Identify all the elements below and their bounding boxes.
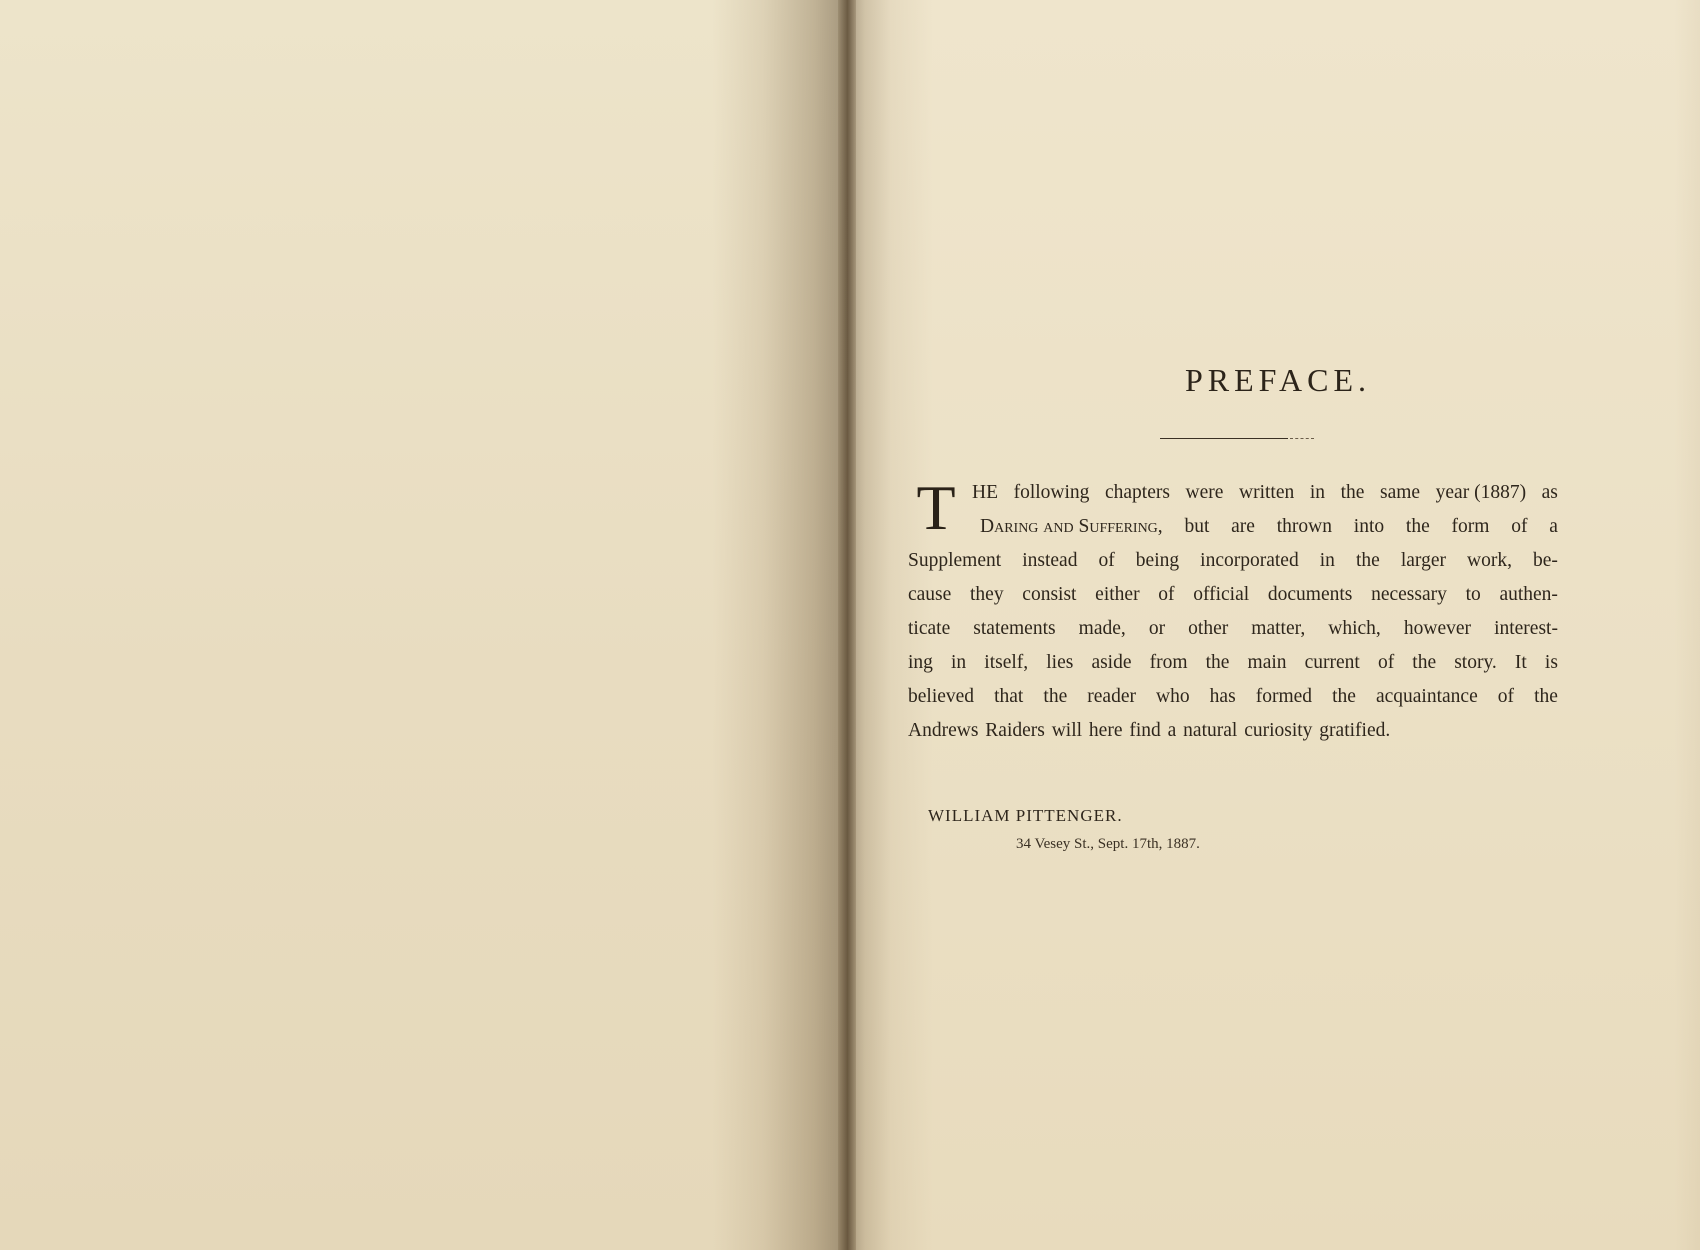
text-word: are <box>1231 516 1255 537</box>
text-word: Supplement <box>908 550 1002 571</box>
text-word: they <box>970 584 1004 605</box>
text-word: Daring and Suffering, <box>980 516 1163 537</box>
text-line <box>908 578 1558 612</box>
text-word: form <box>1451 516 1490 537</box>
text-word: of <box>1377 652 1395 673</box>
text-word: formed <box>1255 686 1313 707</box>
text-word: current <box>1304 652 1360 673</box>
text-word: lies <box>1046 652 1074 673</box>
text-word: year (1887) <box>1435 482 1527 503</box>
text-word: same <box>1379 482 1421 503</box>
drop-cap: T <box>916 472 956 543</box>
text-word: who <box>1156 686 1190 707</box>
text-word: thrown <box>1276 516 1332 537</box>
text-word: to <box>1465 584 1481 605</box>
text-word: cause <box>908 584 952 605</box>
text-line <box>908 544 1558 578</box>
text-word: the <box>1340 482 1365 503</box>
text-word: the <box>1205 652 1230 673</box>
text-word: following <box>1013 482 1090 503</box>
text-word: HE <box>972 482 998 503</box>
text-word: into <box>1353 516 1385 537</box>
place-date: 34 Vesey St., Sept. 17th, 1887. <box>1016 836 1200 852</box>
text-word: main <box>1247 652 1287 673</box>
text-word: work, <box>1467 550 1512 571</box>
text-word: of <box>1098 550 1115 571</box>
text-word: of <box>1497 686 1515 707</box>
text-word: the <box>1405 516 1430 537</box>
text-word: be- <box>1533 550 1558 571</box>
text-line <box>908 510 1558 544</box>
text-word: as <box>1541 482 1558 503</box>
text-word: story. <box>1454 652 1497 673</box>
text-word: instead <box>1022 550 1078 571</box>
text-word: statements <box>973 618 1056 639</box>
text-word: were <box>1185 482 1224 503</box>
text-word: made, <box>1078 618 1126 639</box>
text-word: acquaintance <box>1375 686 1478 707</box>
text-line <box>908 680 1558 714</box>
text-word: from <box>1149 652 1188 673</box>
text-word: a <box>1549 516 1558 537</box>
text-word: interest- <box>1494 618 1558 639</box>
text-word: official <box>1193 584 1250 605</box>
text-word: chapters <box>1105 482 1170 503</box>
right-page <box>848 0 1700 1250</box>
text-word: ing <box>908 652 933 673</box>
text-word: ticate <box>908 618 951 639</box>
text-word: written <box>1239 482 1295 503</box>
text-word: itself, <box>984 652 1029 673</box>
text-word: of <box>1158 584 1175 605</box>
preface-body <box>908 472 1558 748</box>
text-word: or <box>1148 618 1166 639</box>
text-word: however <box>1403 618 1471 639</box>
text-word: in <box>1319 550 1335 571</box>
text-word: but <box>1184 516 1210 537</box>
text-word: other <box>1188 618 1229 639</box>
book-gutter <box>838 0 856 1250</box>
text-word: Andrews Raiders will here find a natural curiosity gratified. <box>908 720 1391 741</box>
text-word: incorporated <box>1200 550 1299 571</box>
text-word: the <box>1355 550 1380 571</box>
text-word: matter, <box>1251 618 1306 639</box>
title-rule-tail <box>1290 438 1314 439</box>
text-word: which, <box>1328 618 1381 639</box>
text-word: in <box>951 652 967 673</box>
text-word: has <box>1209 686 1236 707</box>
text-word: the <box>1534 686 1558 707</box>
text-word: either <box>1095 584 1140 605</box>
text-word: larger <box>1400 550 1446 571</box>
text-word: consist <box>1022 584 1077 605</box>
text-word: the <box>1412 652 1437 673</box>
text-word: in <box>1309 482 1325 503</box>
title-rule <box>1160 438 1288 439</box>
text-word: being <box>1135 550 1180 571</box>
text-word: that <box>994 686 1024 707</box>
text-word: authen- <box>1499 584 1558 605</box>
text-line <box>972 476 1558 510</box>
author-signature: WILLIAM PITTENGER. <box>928 806 1123 825</box>
text-word: reader <box>1087 686 1136 707</box>
text-word: believed <box>908 686 975 707</box>
text-word: necessary <box>1371 584 1447 605</box>
text-word: aside <box>1091 652 1132 673</box>
page-title: PREFACE. <box>1184 362 1372 398</box>
text-word: It <box>1514 652 1527 673</box>
text-word: documents <box>1267 584 1353 605</box>
text-word: is <box>1544 652 1558 673</box>
text-line <box>908 612 1558 646</box>
text-word: the <box>1043 686 1068 707</box>
text-line <box>908 714 1558 748</box>
text-word: the <box>1332 686 1356 707</box>
text-line <box>908 646 1558 680</box>
text-word: of <box>1511 516 1528 537</box>
left-page-blank <box>0 0 848 1250</box>
